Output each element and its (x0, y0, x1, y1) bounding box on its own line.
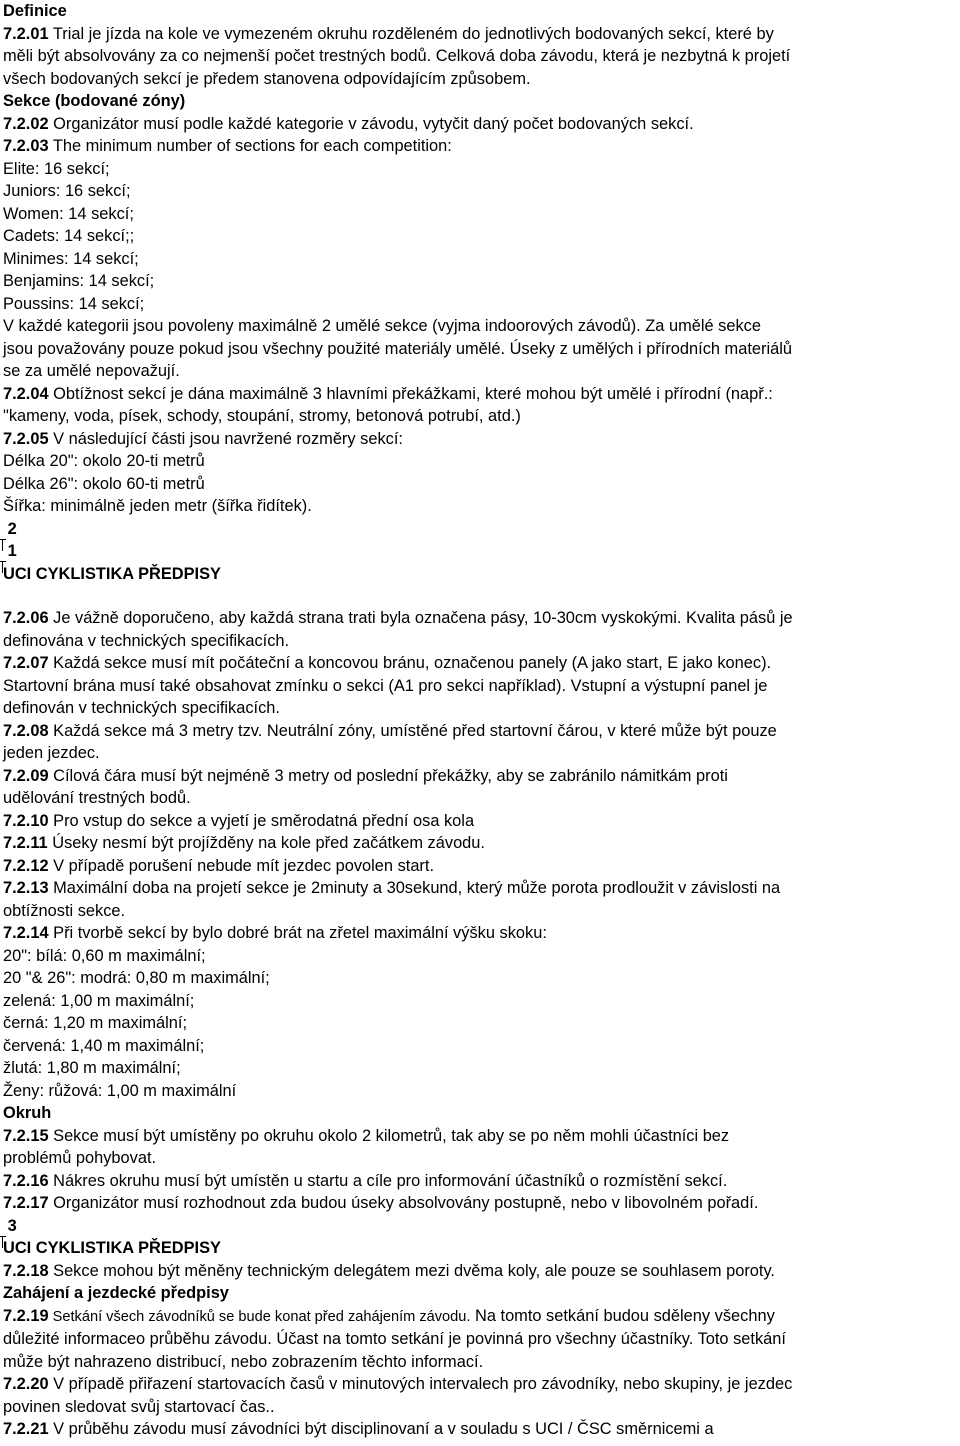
paragraph-7-2-03 (3, 135, 958, 158)
article-text: jsou považovány pouze pokud jsou všechny použité materiály umělé. Úseky z umělých i přírodních materiálů (3, 339, 792, 358)
page-number-text: 2 (7, 519, 17, 538)
heading-zahajeni: Zahájení a jezdecké předpisy (3, 1284, 229, 1302)
article-number: 7.2.03 (3, 137, 49, 155)
list-item: Benjamins: 14 sekcí; (3, 272, 155, 290)
paragraph-7-2-04 (3, 383, 958, 428)
article-text: problémů pohybovat. (3, 1149, 157, 1167)
article-text: Nákres okruhu musí být umístěn u startu a cíle pro informování účastníků o rozmístění sekcí. (48, 1171, 728, 1190)
paragraph-7-2-19 (3, 1305, 958, 1374)
list-item: Poussins: 14 sekcí; (3, 294, 145, 313)
article-number: 7.2.08 (3, 721, 49, 740)
paragraph-7-2-18 (3, 1260, 958, 1283)
article-text: Obtížnost sekcí je dána maximálně 3 hlavními překážkami, které mohou být umělé i přírodní (např.: (48, 384, 773, 403)
list-item: Šířka: minimálně jeden metr (šířka řidítek). (3, 497, 312, 515)
article-number: 7.2.16 (3, 1171, 49, 1190)
paragraph-artificial-sections (3, 315, 958, 383)
paragraph-7-2-10 (3, 810, 958, 833)
article-number: 7.2.12 (3, 856, 49, 875)
article-text: Sekce musí být umístěny po okruhu okolo 2 kilometrů, tak aby se po něm mohli účastníci bez (48, 1126, 730, 1145)
article-number: 7.2.13 (3, 879, 49, 897)
article-number: 7.2.01 (3, 24, 49, 43)
paragraph-7-2-06 (3, 607, 958, 652)
article-text: obtížnosti sekce. (3, 901, 126, 920)
article-number: 7.2.19 (3, 1306, 49, 1325)
paragraph-7-2-15 (3, 1125, 958, 1170)
paragraph-7-2-01 (3, 23, 958, 91)
article-text: The minimum number of sections for each competition: (48, 137, 452, 155)
article-text: důležité informaceo průběhu závodu. Účast na tomto setkání je povinná pro všechny účastníky. Toto setkání (3, 1330, 786, 1348)
anchor-icon (2, 561, 10, 573)
list-item: černá: 1,20 m maximální; (3, 1014, 188, 1032)
page-number-text: 1 (7, 542, 17, 560)
page-number-text: 3 (7, 1216, 17, 1235)
article-text: Každá sekce musí mít počáteční a koncovou bránu, označenou panely (A jako start, E jako konec). (48, 654, 772, 672)
list-item: Cadets: 14 sekcí;; (3, 227, 135, 245)
article-number: 7.2.05 (3, 429, 49, 448)
article-number: 7.2.04 (3, 384, 49, 403)
article-text: se za umělé nepovažují. (3, 362, 180, 380)
article-text: Sekce mohou být měněny technickým delegátem mezi dvěma koly, ale pouze se souhlasem poroty. (48, 1261, 775, 1280)
article-text: Každá sekce má 3 metry tzv. Neutrální zóny, umístěné před startovní čárou, v které může být pouze (48, 721, 777, 740)
article-text: V následující části jsou navržené rozměry sekcí: (48, 429, 403, 448)
paragraph-7-2-13 (3, 877, 958, 922)
article-text: jeden jezdec. (3, 744, 100, 762)
list-item: zelená: 1,00 m maximální; (3, 991, 195, 1010)
article-text: Trial je jízda na kole ve vymezeném okruhu rozděleném do jednotlivých bodovaných sekcí, které by (48, 24, 774, 43)
article-number: 7.2.06 (3, 609, 49, 627)
list-item: Minimes: 14 sekcí; (3, 249, 139, 268)
article-text: Cílová čára musí být nejméně 3 metry od poslední překážky, aby se zabránilo námitkám proti (48, 766, 728, 785)
running-header: UCI CYKLISTIKA PŘEDPISY (3, 564, 221, 583)
heading-okruh: Okruh (3, 1104, 52, 1122)
heading-sekce: Sekce (bodované zóny) (3, 92, 186, 110)
article-text: Startovní brána musí také obsahovat zmínku o sekci (A1 pro sekci například). Vstupní a výstupní panel je (3, 676, 768, 695)
article-text: udělování trestných bodů. (3, 789, 191, 807)
jump-height-list (3, 945, 958, 1103)
list-item: Women: 14 sekcí; (3, 204, 134, 223)
article-text: Organizátor musí rozhodnout zda budou úseky absolvovány postupně, nebo v libovolném pořadí. (48, 1194, 759, 1212)
paragraph-7-2-09 (3, 765, 958, 810)
list-item: žlutá: 1,80 m maximální; (3, 1059, 181, 1077)
article-text: může být nahrazeno distribucí, nebo zobrazením těchto informací. (3, 1352, 484, 1371)
paragraph-7-2-14 (3, 922, 958, 945)
page-number (3, 540, 958, 563)
heading-definice: Definice (3, 2, 67, 20)
page-number (3, 1215, 958, 1238)
article-number: 7.2.09 (3, 766, 49, 785)
article-text: "kameny, voda, písek, schody, stoupání, stromy, betonová potrubí, atd.) (3, 407, 521, 425)
list-item: Délka 26": okolo 60-ti metrů (3, 474, 205, 493)
article-number: 7.2.10 (3, 811, 49, 830)
list-item: 20 "& 26": modrá: 0,80 m maximální; (3, 969, 270, 987)
paragraph-7-2-02 (3, 113, 958, 136)
paragraph-7-2-11 (3, 832, 958, 855)
article-text: V každé kategorii jsou povoleny maximálně 2 umělé sekce (vyjma indoorových závodů). Za umělé sekce (3, 317, 761, 335)
paragraph-7-2-08 (3, 720, 958, 765)
article-number: 7.2.21 (3, 1420, 49, 1438)
article-number: 7.2.14 (3, 924, 49, 942)
article-text: definována v technických specifikacích. (3, 631, 290, 650)
paragraph-7-2-16 (3, 1170, 958, 1193)
article-number: 7.2.02 (3, 114, 49, 133)
paragraph-7-2-21 (3, 1418, 958, 1441)
article-number: 7.2.20 (3, 1375, 49, 1393)
page-number (3, 518, 958, 541)
list-item: červená: 1,40 m maximální; (3, 1036, 205, 1055)
article-text: povinen sledovat svůj startovací čas.. (3, 1397, 275, 1416)
article-text: Pro vstup do sekce a vyjetí je směrodatná přední osa kola (48, 811, 475, 830)
list-item: Ženy: růžová: 1,00 m maximální (3, 1081, 237, 1100)
article-text: V případě porušení nebude mít jezdec povolen start. (48, 856, 434, 875)
running-header: UCI CYKLISTIKA PŘEDPISY (3, 1239, 221, 1257)
list-item: 20": bílá: 0,60 m maximální; (3, 946, 206, 965)
spacer (3, 585, 958, 607)
article-text: Úseky nesmí být projížděny na kole před začátkem závodu. (47, 834, 485, 852)
article-text: měli být absolvovány za co nejmenší počet trestných bodů. Celková doba závodu, která je nezbytná k projetí (3, 47, 791, 65)
article-text: definován v technických specifikacích. (3, 699, 280, 717)
list-item: Juniors: 16 sekcí; (3, 182, 131, 200)
dimension-list (3, 450, 958, 518)
article-text: V případě přiřazení startovacích časů v minutových intervalech pro závodníky, nebo skupiny, je jezdec (48, 1375, 793, 1393)
article-text: Setkání všech závodníků se bude konat před zahájením závodu. (48, 1308, 471, 1325)
article-text: Organizátor musí podle každé kategorie v závodu, vytyčit daný počet bodovaných sekcí. (48, 114, 694, 133)
article-text: Maximální doba na projetí sekce je 2minuty a 30sekund, který může porota prodloužit v závislosti na (48, 879, 781, 897)
anchor-icon (2, 1236, 10, 1248)
article-text: Na tomto setkání budou sděleny všechny (470, 1306, 775, 1325)
article-text: Je vážně doporučeno, aby každá strana trati byla označena pásy, 10-30cm vyskokými. Kvalita pásů je (48, 609, 793, 627)
anchor-icon (2, 539, 10, 551)
paragraph-7-2-05 (3, 428, 958, 451)
list-item: Délka 20": okolo 20-ti metrů (3, 452, 205, 470)
paragraph-7-2-17 (3, 1192, 958, 1215)
paragraph-7-2-20 (3, 1373, 958, 1418)
article-number: 7.2.15 (3, 1126, 49, 1145)
paragraph-7-2-12 (3, 855, 958, 878)
category-list (3, 158, 958, 316)
article-number: 7.2.11 (3, 834, 48, 852)
list-item: Elite: 16 sekcí; (3, 159, 110, 178)
article-text: V průběhu závodu musí závodníci být disciplinovaní a v souladu s UCI / ČSC směrnicemi a (48, 1420, 714, 1438)
article-number: 7.2.18 (3, 1261, 49, 1280)
article-number: 7.2.17 (3, 1194, 49, 1212)
article-number: 7.2.07 (3, 654, 49, 672)
article-text: Při tvorbě sekcí by bylo dobré brát na zřetel maximální výšku skoku: (48, 924, 547, 942)
article-text: všech bodovaných sekcí je předem stanovena odpovídajícím způsobem. (3, 69, 531, 88)
paragraph-7-2-07 (3, 652, 958, 720)
